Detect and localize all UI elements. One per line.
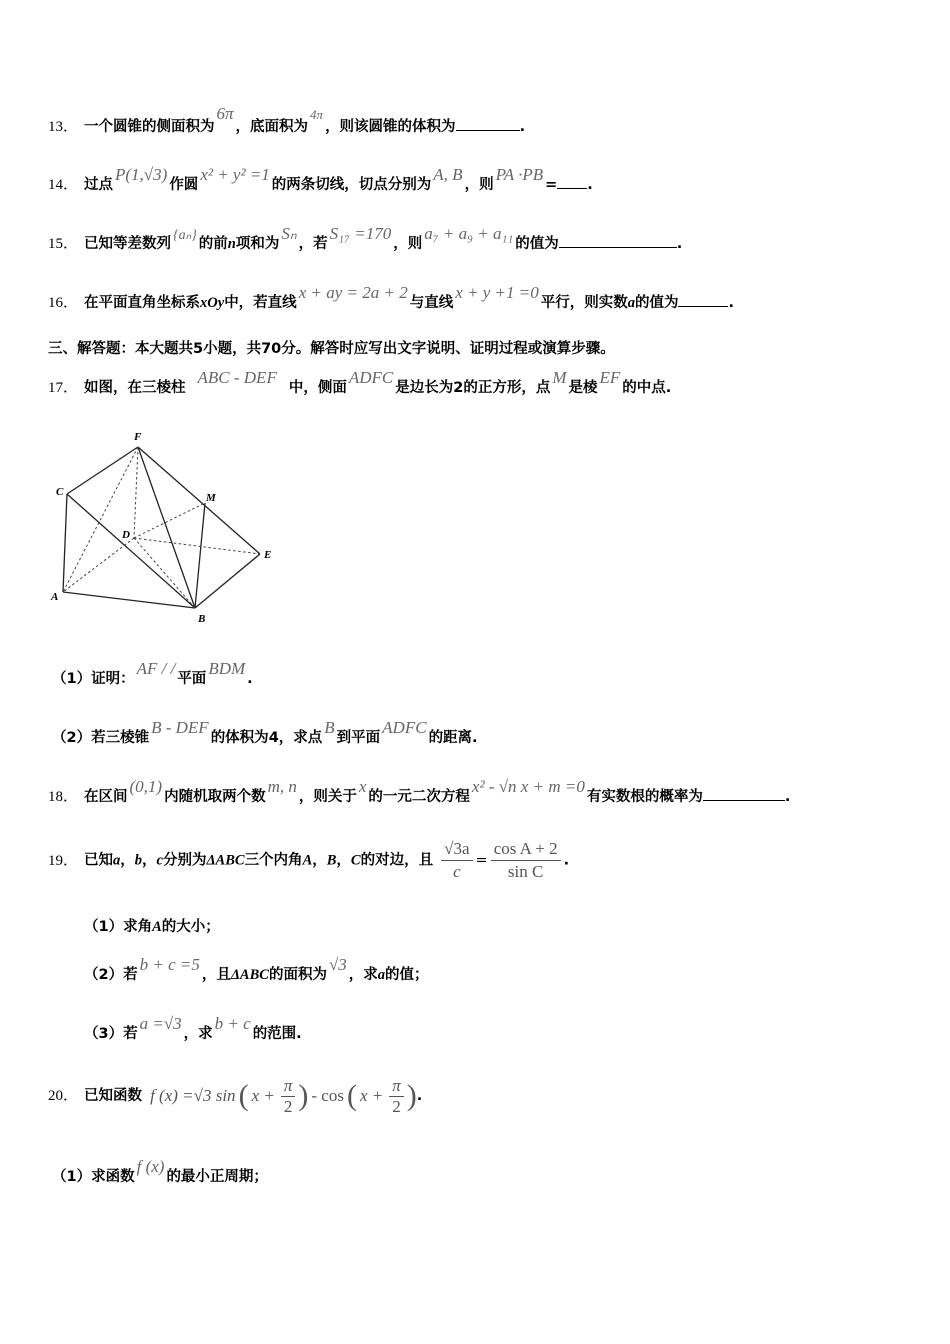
question-16: 16． 在平面直角坐标系xOy中，若直线x + ay = 2a + 2与直线x + y +1 =0平行，则实数a的值为 . [48,283,734,311]
label-M: M [206,492,216,504]
dashed-DE [134,538,260,554]
question-19: 19． 已知a，b，c分别为ΔABC三个内角A，B，C的对边，且 $\frac{√3a}{c}$ = $\frac{\text{cos A + 2}}{\text{sin C}}$ . [48,839,570,881]
edge-CB [67,494,195,608]
label-E: E [264,549,272,561]
question-19-part-1: （1）求角A的大小； [84,919,220,935]
question-17: 17． 如图，在三棱柱ABC - DEF中，侧面ADFC是边长为2的正方形，点M是棱EF的中点. [48,368,672,396]
dashed-DM [134,503,205,538]
question-15: 15． 已知等差数列{aₙ}的前n项和为Sₙ，若S₁₇ =170，则a₇ + a₉ + a₁₁的值为 . [48,224,683,252]
question-20-part-1: （1）求函数f (x)的最小正周期； [52,1157,268,1185]
question-17-part-2: （2）若三棱锥B - DEF的体积为4，求点B到平面ADFC的距离. [52,718,478,746]
answer-blank [456,116,520,131]
section-heading: 三、解答题：本大题共5小题，共70分。解答时应写出文字说明、证明过程或演算步骤。 [48,341,615,357]
question-14: 14． 过点P(1,√3)作圆x² + y² =1的两条切线，切点分别为A, B，则PA ·PB= . [48,165,593,193]
question-number: 13． [48,119,79,135]
label-C: C [56,486,64,498]
question-13: 13． 一个圆锥的侧面积为6π，底面积为4π，则该圆锥的体积为 . [48,104,526,135]
dashed-DB [134,538,195,608]
question-19-part-2: （2）若b + c =5，且ΔABC的面积为√3，求a的值； [84,955,429,983]
fraction-pi-over-2: $\frac{\pi}{2}$ [389,1076,404,1117]
edge-CA [63,494,67,592]
label-B: B [198,613,206,625]
answer-blank [678,292,728,307]
question-19-part-3: （3）若a =√3，求b + c的范围. [84,1014,302,1042]
edge-EB [195,554,260,608]
segment-MB [195,503,205,608]
edge-AB [63,592,195,608]
label-A: A [51,591,59,603]
answer-blank [559,233,677,248]
answer-blank [557,174,587,189]
dashed-FD [134,447,138,538]
dashed-DA [63,538,134,592]
edge-FC [67,447,138,494]
question-18: 18． 在区间(0,1)内随机取两个数m, n，则关于x的一元二次方程x² - √n x + m =0有实数根的概率为 . [48,777,791,805]
label-F: F [134,431,142,443]
fraction-right: $\frac{\text{cos A + 2}}{\text{sin C}}$ [491,838,561,883]
fraction-left: $\frac{√3a}{c}$ [441,838,472,883]
label-D: D [122,529,130,541]
question-17-part-1: （1）证明：AF / /平面BDM. [52,659,253,687]
fraction-pi-over-2: $\frac{\pi}{2}$ [281,1076,296,1117]
dashed-FA [63,447,138,592]
prism-figure [40,420,280,630]
answer-blank [703,786,785,801]
question-20: 20． 已知函数 f (x) =√3 sin ( x + $\frac{\pi}{2}$ ) - cos ( x + $\frac{\pi}{2}$ ). [48,1075,423,1116]
